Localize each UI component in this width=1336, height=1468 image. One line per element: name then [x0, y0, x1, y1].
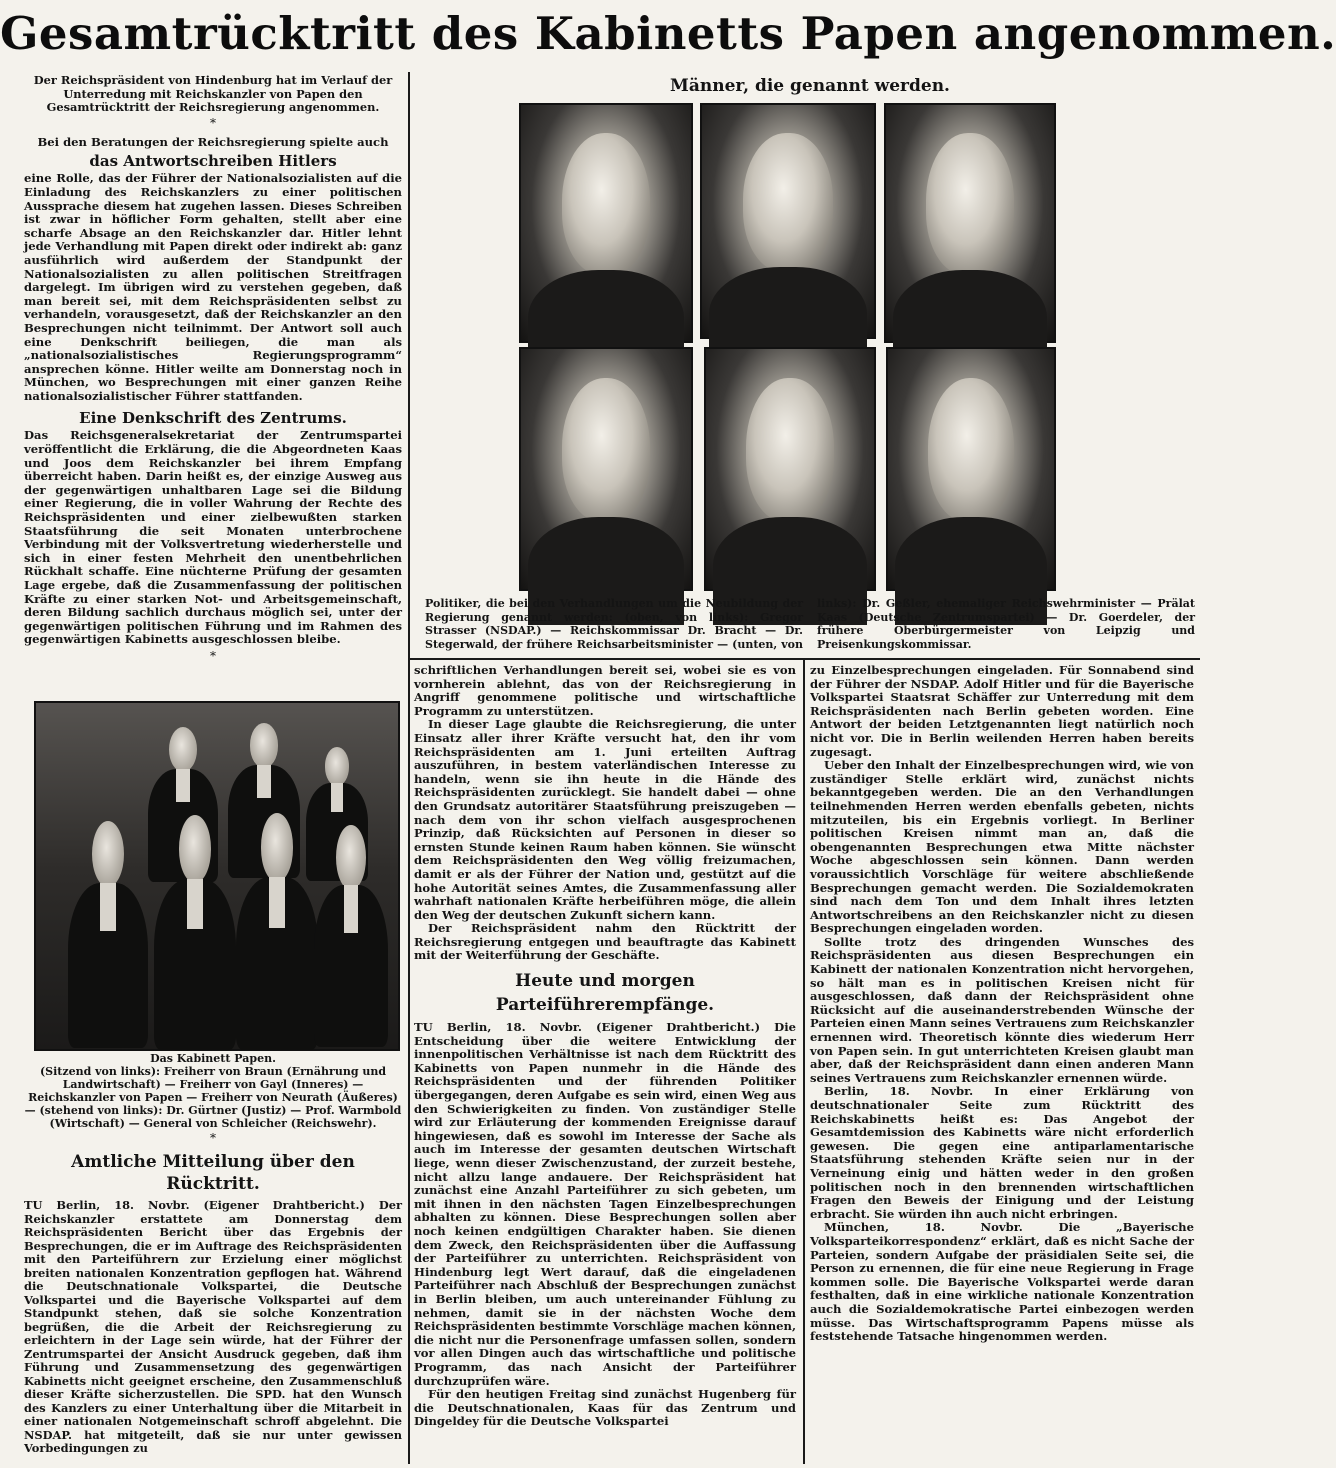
portrait-gessler — [519, 347, 693, 591]
figure-seated — [314, 825, 388, 1041]
portrait-section-rule — [410, 658, 1200, 660]
middle-paragraph-5: Für den heutigen Freitag sind zunächst Hugenberg für die Deutschnationalen, Kaas für das Zentrum und Dingeldey für die Deutsche Volkspartei — [414, 1387, 796, 1429]
figure-seated — [68, 821, 148, 1041]
middle-paragraph-1: schriftlichen Verhandlungen bereit sei, wobei sie es von vornherein ablehnt, das von der Reichsregierung in Angriff genommene politische und wirtschaftliche Programm zu unterstützen. — [414, 663, 796, 718]
cabinet-group-photo — [34, 701, 400, 1051]
right-paragraph-2: Ueber den Inhalt der Einzelbesprechungen wird, wie von zuständiger Stelle erklärt wird, zunächst nichts bekanntgegeben werden. Die an den Verhandlungen teilnehmenden Herren werden ebenfalls gebeten, nichts mitzuteilen, bis ein Ergebnis vorliegt. In Berliner politischen Kreisen nimmt man an, daß die obengenannten Besprechungen etwa Mitte nächster Woche abgeschlossen sein können. Dann werden voraussichtlich Vorschläge für weitere abschließende Besprechungen gemacht werden. Die Sozialdemokraten sind nach dem Ton und dem Inhalt ihres letzten Antwortschreibens an den Reichskanzler nicht zu diesen Besprechungen eingeladen worden. — [810, 758, 1194, 936]
middle-paragraph-2: In dieser Lage glaubte die Reichsregierung, die unter Einsatz aller ihrer Kräfte versucht hat, den ihr vom Reichspräsidenten am 1. Juni erteilten Auftrag auszuführen, in bestem vaterländischen Interesse zu handeln, wenn sie ihn heute in die Hände des Reichspräsidenten zurücklegt. Sie handelt dabei — ohne den Grundsatz autoritärer Staatsführung preiszugeben — nach dem von ihr schon vielfach ausgesprochenen Prinzip, daß Rücksichten auf Personen in dieser so ernsten Stunde keinen Raum haben können. Sie wünscht dem Reichspräsidenten den Weg völlig freizumachen, damit er als der Führer der Nation und, gestützt auf die hohe Autorität seines Amtes, die Zusammenfassung aller wahrhaft nationalen Kräfte herbeiführen möge, die allein den Weg der deutschen Zukunft sichern kann. — [414, 717, 796, 922]
figure-seated — [154, 815, 236, 1043]
middle-paragraph-3: Der Reichspräsident nahm den Rücktritt der Reichsregierung entgegen und beauftragte das Kabinett mit der Weiterführung der Geschäfte. — [414, 921, 796, 963]
headline: Gesamtrücktritt des Kabinetts Papen angenommen. — [0, 7, 1336, 60]
subheading-hitler: das Antwortschreiben Hitlers — [89, 152, 337, 171]
subheading-rücktritt: Amtliche Mitteilung über den Rücktritt. — [71, 1152, 355, 1194]
separator-star: * — [210, 648, 216, 663]
portrait-kaas — [704, 347, 876, 591]
paragraph-rücktritt: TU Berlin, 18. Novbr. (Eigener Drahtbericht.) Der Reichskanzler erstattete am Donnerstag dem Reichspräsidenten Bericht über das Ergebnis der Besprechungen, die er im Auftrage des Reichspräsidenten mit den Parteiführern zur Erzielung einer möglichst breiten nationalen Konzentration gepflogen hat. Während die Deutschnationale Volkspartei, die Deutsche Volkspartei und die Bayerische Volkspartei auf dem Standpunkt stehen, daß sie solche Konzentration begrüßen, die die Arbeit der Reichsregierung zu erleichtern in der Lage sein würde, hat der Führer der Zentrumspartei der Ansicht Ausdruck gegeben, daß ihm Führung und Zusammensetzung des gegenwärtigen Kabinetts nicht geeignet erscheine, den Zusammenschluß dieser Kräfte sicherzustellen. Die SPD. hat den Wunsch des Kanzlers zu einer Unterhaltung über die Mitarbeit in einer nationalen Notgemeinschaft schroff abgelehnt. Die NSDAP. hat mitgeteilt, daß sie nur unter gewissen Vorbedingungen zu — [24, 1198, 402, 1455]
group-photo-caption-title: Das Kabinett Papen. — [150, 1052, 276, 1065]
portrait-bracht — [700, 103, 876, 339]
portraits-caption-text: Politiker, die bei den Verhandlungen um die Neubildung der Regierung genannt werden: (oben, von links): Gregor Strasser (NSDAP.) — Reichskommissar Dr. Bracht — Dr. Stegerwald, der frühere Reichsarbeitsminister — (unten, von links): Dr. Geßler, ehemaliger Reichswehrminister — Prälat Kaas (Deutsche Zentrumspartei) — Dr. Goerdeler, der frühere Oberbürgermeister von Leipzig und Preisenkungskommissar. — [425, 597, 1195, 651]
left-column-bottom — [24, 1052, 402, 1464]
middle-column — [414, 664, 796, 1464]
left-column-top — [24, 74, 402, 694]
paragraph-zentrum: Das Reichsgeneralsekretariat der Zentrumspartei veröffentlicht die Erklärung, die die Abgeordneten Kaas und Joos dem Reichskanzler bei ihrem Empfang überreicht haben. Darin heißt es, der einzige Ausweg aus der gegenwärtigen unhaltbaren Lage sei die Bildung einer Regierung, die in voller Wahrung der Rechte des Reichspräsidenten und einer zielbewußten starken Staatsführung die seit Monaten unterbrochene Verbindung mit der Volksvertretung wiederherstelle und sich in einer festen Mehrheit den unentbehrlichen Rückhalt schaffe. Eine nüchterne Prüfung der gesamten Lage ergebe, daß die Zusammenfassung der politischen Kräfte zu einer starken Not- und Arbeitsgemeinschaft, deren Bildung sachlich durchaus möglich sei, unter der gegenwärtigen politischen Führung und im Rahmen des gegenwärtigen Kabinetts ausgeschlossen bleibe. — [24, 428, 402, 647]
portrait-stegerwald — [884, 103, 1056, 343]
subheading-zentrum: Eine Denkschrift des Zentrums. — [79, 409, 347, 428]
middle-paragraph-4: TU Berlin, 18. Novbr. (Eigener Drahtbericht.) Die Entscheidung über die weitere Entwicklung der innenpolitischen Verhältnisse ist nach dem Rücktritt des Kabinetts von Papen nunmehr in die Hände des Reichspräsidenten und der führenden Politiker übergegangen, deren Aufgabe es sein wird, einen Weg aus den Schwierigkeiten zu finden. Von zuständiger Stelle wird zur Erläuterung der kommenden Ereignisse darauf hingewiesen, daß es sowohl im Interesse der Sache als auch im Interesse der gesamten deutschen Wirtschaft liege, wenn dieser Zwischenzustand, der zurzeit bestehe, nicht allzu lange andauere. Der Reichspräsident hat zunächst eine Anzahl Parteiführer zu sich gebeten, um mit ihnen in den nächsten Tagen Einzelbesprechungen abhalten zu können. Diese Besprechungen sollen aber noch keinen endgültigen Charakter haben. Sie dienen dem Zweck, den Reichspräsidenten über die Auffassung der Parteiführer zu unterrichten. Reichspräsident von Hindenburg legt Wert darauf, daß die eingeladenen Parteiführer nach Abschluß der Besprechungen zunächst in Berlin bleiben, um auch untereinander Fühlung zu nehmen, damit sie in der nächsten Woche dem Reichspräsidenten bestimmte Vorschläge machen können, die nicht nur die Personenfrage umfassen sollen, sondern vor allen Dingen auch das wirtschaftliche und politische Programm, das nach Ansicht der Parteiführer durchzuprüfen wäre. — [414, 1020, 796, 1388]
right-paragraph-1: zu Einzelbesprechungen eingeladen. Für Sonnabend sind der Führer der NSDAP. Adolf Hitler und für die Bayerische Volkspartei Staatsrat Schäffer zur Unterredung mit dem Reichspräsidenten nach Berlin gebeten worden. Eine Antwort der beiden Letztgenannten liegt natürlich noch nicht vor. Die in Berlin weilenden Herren haben bereits zugesagt. — [810, 663, 1194, 759]
portrait-strasser — [519, 103, 693, 343]
right-paragraph-3: Sollte trotz des dringenden Wunsches des Reichspräsidenten aus diesen Besprechungen ein Kabinett der nationalen Konzentration nicht hervorgehen, so hält man es in politischen Kreisen nicht für ausgeschlossen, daß dann der Reichspräsident ohne Rücksicht auf die auseinanderstrebenden Wünsche der Parteien einen Mann seines Vertrauens zum Reichskanzler ernennen wird. Theoretisch könnte dies wiederum Herr von Papen sein. In gut unterrichteten Kreisen glaubt man aber, daß der Reichspräsident dann einen anderen Mann seines Vertrauens zum Reichskanzler ernennen würde. — [810, 934, 1194, 1085]
column-rule-middle — [803, 660, 805, 1464]
portraits-caption — [425, 597, 1195, 655]
lead-in: Bei den Beratungen der Reichsregierung spielte auch — [37, 134, 389, 149]
portrait-goerdeler — [886, 347, 1056, 591]
column-rule-left — [408, 72, 410, 1464]
intro-paragraph: Der Reichspräsident von Hindenburg hat im Verlauf der Unterredung mit Reichskanzler von Papen den Gesamtrücktritt der Reichsregierung angenommen. — [33, 73, 393, 115]
right-paragraph-5: München, 18. Novbr. Die „Bayerische Volksparteikorrespondenz“ erklärt, daß es nicht Sache der Parteien, sondern Aufgabe der präsidialen Seite sei, die Person zu ernennen, die für eine neue Regierung in Frage kommen solle. Die Bayerische Volkspartei werde daran festhalten, daß in eine wirkliche nationale Konzentration auch die Sozialdemokratische Partei einbezogen werden müsse. Das Wirtschaftsprogramm Papens müsse als feststehende Tatsache hingenommen werden. — [810, 1220, 1194, 1344]
figure-seated — [236, 813, 318, 1043]
paragraph-hitler: eine Rolle, das der Führer der Nationalsozialisten auf die Einladung des Reichskanzlers zu einer politischen Aussprache diesem hat zugehen lassen. Dieses Schreiben ist zwar in höflicher Form gehalten, stellt aber eine scharfe Absage an den Reichskanzler dar. Hitler lehnt jede Verhandlung mit Papen direkt oder indirekt ab: ganz ausführlich wird außerdem der Standpunkt der Nationalsozialisten zu allen politischen Streitfragen dargelegt. Im übrigen wird zu verstehen gegeben, daß man bereit sei, mit dem Reichspräsidenten selbst zu verhandeln, vorausgesetzt, daß der Reichskanzler an den Besprechungen nicht teilnimmt. Der Antwort soll auch eine Denkschrift beiliegen, die man als „nationalsozialistisches Regierungsprogramm“ ansprechen könne. Hitler weilte am Donnerstag noch in München, wo Besprechungen mit einer ganzen Reihe nationalsozialistischer Führer stattfanden. — [24, 171, 402, 403]
separator-star: * — [210, 1131, 216, 1145]
separator-star: * — [210, 115, 216, 130]
subheading-parteiführer: Heute und morgen Parteiführerempfänge. — [495, 971, 715, 1016]
right-column — [810, 664, 1194, 1464]
portraits-title: Männer, die genannt werden. — [670, 76, 950, 96]
right-paragraph-4: Berlin, 18. Novbr. In einer Erklärung von deutschnationaler Seite zum Rücktritt des Reichskabinetts heißt es: Das Angebot der Gesamtdemission des Kabinetts wäre nicht erforderlich gewesen. Die gegen eine antiparlamentarische Staatsführung stehenden Kräfte seien nur in der Verneinung einig und hätten weder in den großen politischen noch in den brennenden wirtschaftlichen Fragen den Beweis der Einigung und der Leistung erbracht. Sie würden ihn auch nicht erbringen. — [810, 1084, 1194, 1221]
group-photo-caption: (Sitzend von links): Freiherr von Braun (Ernährung und Landwirtschaft) — Freiherr von Gayl (Inneres) — Reichskanzler von Papen — Freiherr von Neurath (Äußeres) — (stehend von links): Dr. Gürtner (Justiz) — Prof. Warmbold (Wirtschaft) — General von Schleicher (Reichswehr). — [24, 1065, 402, 1130]
